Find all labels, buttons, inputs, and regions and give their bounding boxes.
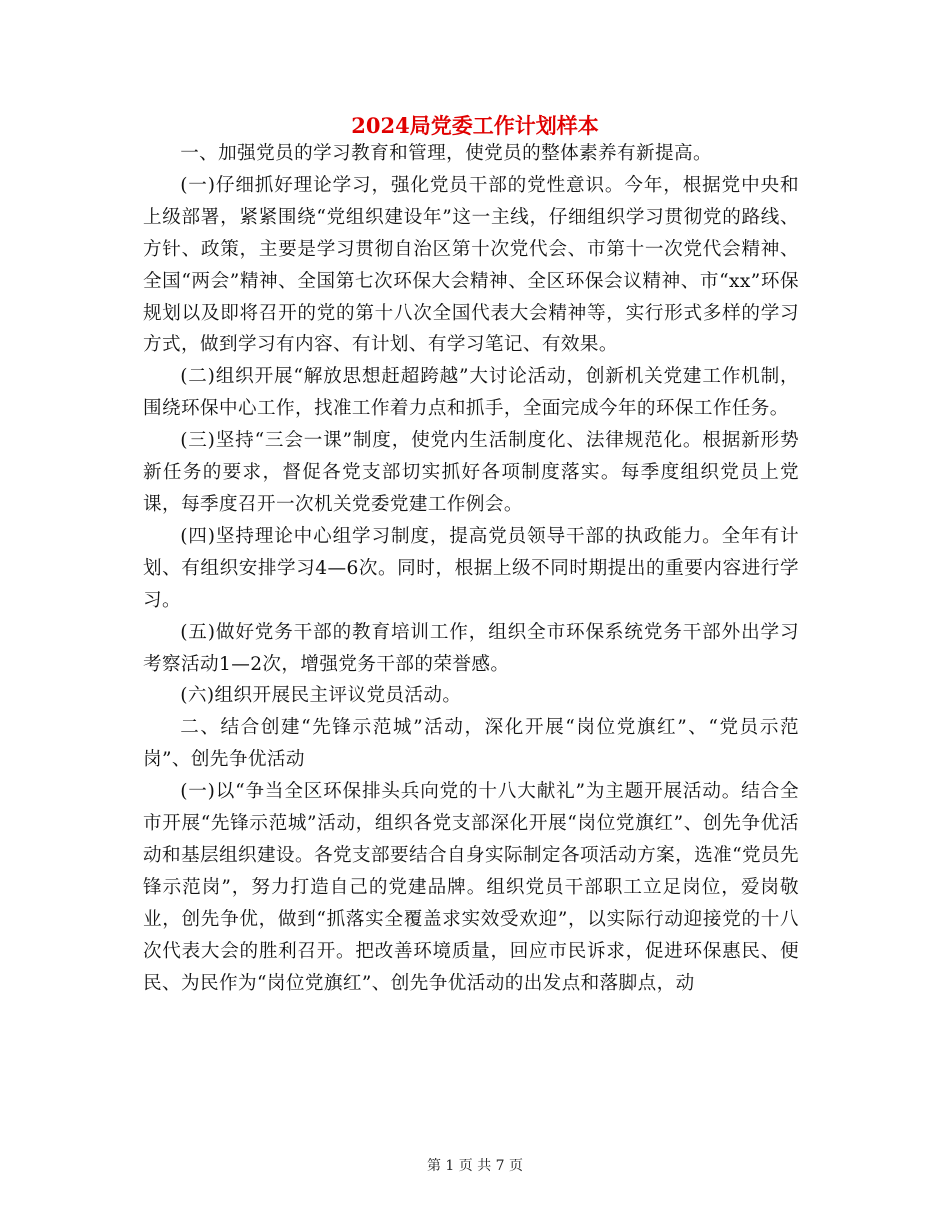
paragraph-item-1-3: (三)坚持“三会一课”制度，使党内生活制度化、法律规范化。根据新形势新任务的要求，督促各党支部切实抓好各项制度落实。每季度组织党员上党课，每季度召开一次机关党委党建工作例会。	[143, 430, 799, 515]
page-number-footer: 第 1 页 共 7 页	[426, 1158, 524, 1174]
paragraph-section-1-heading: 一、加强党员的学习教育和管理，使党员的整体素养有新提高。	[180, 143, 713, 164]
paragraph-section-2-heading: 二、结合创建“先锋示范城”活动，深化开展“岗位党旗红”、“党员示范岗”、创先争优活动	[143, 717, 799, 771]
paragraph-item-2-1: (一)以“争当全区环保排头兵向党的十八大献礼”为主题开展活动。结合全市开展“先锋示范城”活动，组织各党支部深化开展“岗位党旗红”、创先争优活动和基层组织建设。各党支部要结合自身实际制定各项活动方案，选准“党员先锋示范岗”，努力打造自己的党建品牌。组织党员干部职工立足岗位，爱岗敬业，创先争优，做到“抓落实全覆盖求实效受欢迎”，以实际行动迎接党的十八次代表大会的胜利召开。把改善环境质量，回应市民诉求，促进环保惠民、便民、为民作为“岗位党旗红”、创先争优活动的出发点和落脚点，动	[143, 781, 799, 994]
paragraph-item-1-5: (五)做好党务干部的教育培训工作，组织全市环保系统党务干部外出学习考察活动1—2次，增强党务干部的荣誉感。	[143, 621, 799, 675]
document-body	[143, 138, 799, 999]
paragraph-item-1-1: (一)仔细抓好理论学习，强化党员干部的党性意识。今年，根据党中央和上级部署，紧紧围绕“党组织建设年”这一主线，仔细组织学习贯彻党的路线、方针、政策，主要是学习贯彻自治区第十次党代会、市第十一次党代会精神、全国“两会”精神、全国第七次环保大会精神、全区环保会议精神、市“xx”环保规划以及即将召开的党的第十八次全国代表大会精神等，实行形式多样的学习方式，做到学习有内容、有计划、有学习笔记、有效果。	[143, 174, 799, 356]
document-title: 2024局党委工作计划样本	[351, 113, 599, 138]
paragraph-item-1-4: (四)坚持理论中心组学习制度，提高党员领导干部的执政能力。全年有计划、有组织安排学习4—6次。同时，根据上级不同时期提出的重要内容进行学习。	[143, 525, 799, 611]
paragraph-item-1-6: (六)组织开展民主评议党员活动。	[180, 685, 462, 707]
paragraph-item-1-2: (二)组织开展“解放思想赶超跨越”大讨论活动，创新机关党建工作机制，围绕环保中心工作，找准工作着力点和抓手，全面完成今年的环保工作任务。	[143, 366, 799, 420]
